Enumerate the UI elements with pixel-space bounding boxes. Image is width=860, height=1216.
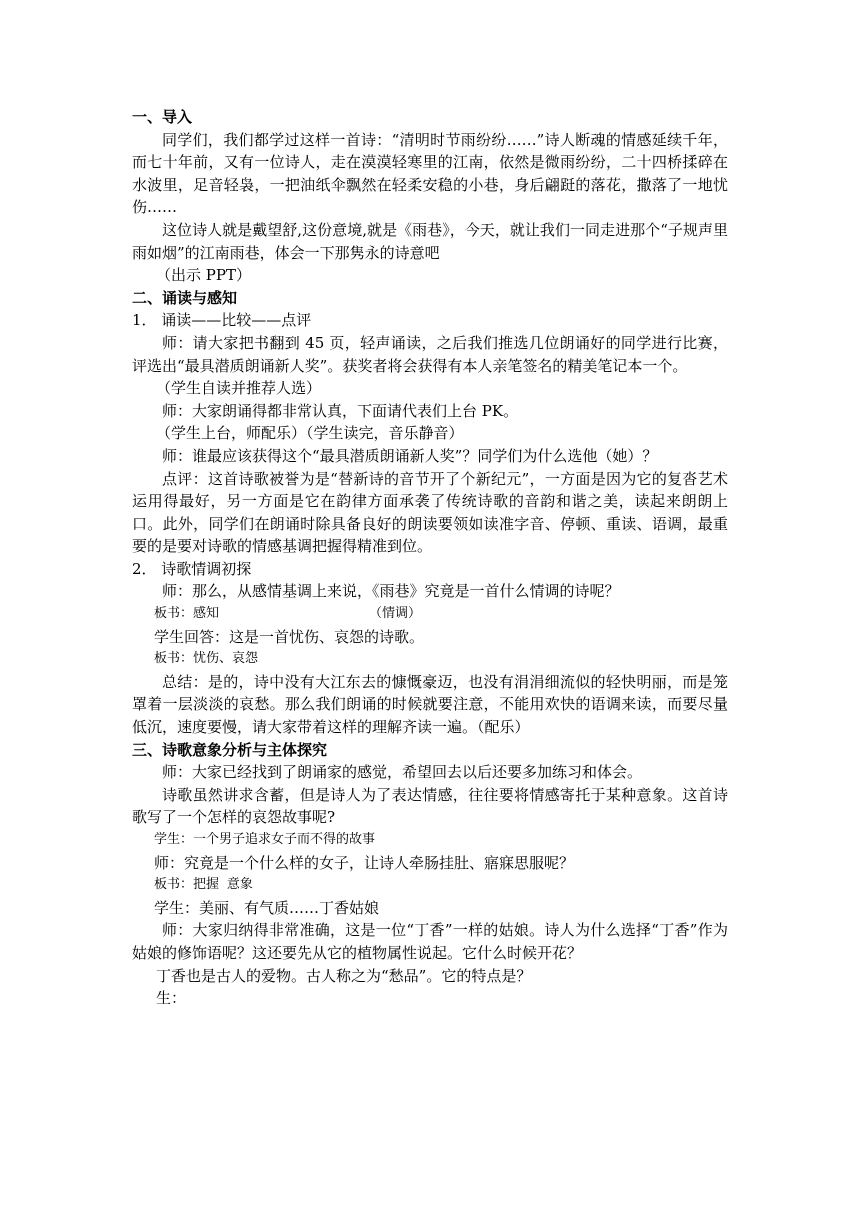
student-answer: 学生：一个男子追求女子而不得的故事 bbox=[154, 832, 376, 847]
paragraph: 师：大家已经找到了朗诵家的感觉，希望回去以后还要多加练习和体会。 bbox=[162, 763, 643, 782]
paragraph: 师：那么，从感情基调上来说，《雨巷》究竟是一首什么情调的诗呢？ bbox=[162, 582, 620, 601]
paragraph: 师：究竟是一个什么样的女子，让诗人牵肠挂肚、寤寐思服呢？ bbox=[154, 853, 575, 872]
paragraph: 师：大家朗诵得都非常认真，下面请代表们上台 PK。 bbox=[162, 401, 519, 420]
paragraph: （学生上台，师配乐）（学生读完，音乐静音） bbox=[156, 424, 464, 443]
paragraph: （出示 PPT） bbox=[156, 266, 251, 285]
subheading: 1． 诵读——比较——点评 bbox=[132, 311, 312, 330]
blackboard-note: 板书：忧伤、哀怨 bbox=[154, 651, 259, 667]
blackboard-note: 板书：把握 意象 bbox=[154, 877, 253, 893]
paragraph: 同学们，我们都学过这样一首诗：“清明时节雨纷纷……”诗人断魂的情感延续千年，而七十年前，又有一位诗人，走在漠漠轻寒里的江南，依然是微雨纷纷，二十四桥揉碎在水波里，足音轻袅，一把油纸伞飘然在轻柔安稳的小巷，身后翩跹的落花，撒落了一地忧伤…… bbox=[132, 130, 728, 217]
paragraph: 师：请大家把书翻到 45 页，轻声诵读，之后我们推选几位朗诵好的同学进行比赛，评选出“最具潜质朗诵新人奖”。获奖者将会获得有本人亲笔签名的精美笔记本一个。 bbox=[132, 333, 728, 375]
paragraph: 这位诗人就是戴望舒,这份意境,就是《雨巷》，今天，就让我们一同走进那个“子规声里雨如烟”的江南雨巷，体会一下那隽永的诗意吧 bbox=[132, 220, 728, 262]
paragraph: 总结：是的，诗中没有大江东去的慷慨豪迈，也没有涓涓细流似的轻快明丽，而是笼罩着一层淡淡的哀愁。那么我们朗诵的时候就要注意，不能用欢快的语调来读，而要尽量低沉，速度要慢，请大家带着这样的理解齐读一遍。（配乐） bbox=[132, 672, 728, 737]
document-page bbox=[132, 106, 728, 1010]
section-heading-imagery: 三、诗歌意象分析与主体探究 bbox=[132, 740, 328, 759]
blackboard-note bbox=[132, 603, 728, 626]
blackboard-note-emotion: （情调） bbox=[369, 606, 422, 622]
paragraph: 诗歌虽然讲求含蓄，但是诗人为了表达情感，往往要将情感寄托于某种意象。这首诗歌写了一个怎样的哀怨故事呢? bbox=[132, 785, 728, 827]
paragraph: 学生回答：这是一首忧伤、哀怨的诗歌。 bbox=[154, 627, 425, 646]
paragraph: （学生自读并推荐人选） bbox=[156, 379, 322, 398]
paragraph: 丁香也是古人的爱物。古人称之为“愁品”。它的特点是？ bbox=[156, 966, 532, 985]
paragraph: 学生：美丽、有气质……丁香姑娘 bbox=[154, 898, 380, 917]
section-heading-reading: 二、诵读与感知 bbox=[132, 288, 238, 307]
paragraph: 师：谁最应该获得这个“最具潜质朗诵新人奖”？同学们为什么选他（她）？ bbox=[162, 446, 658, 465]
blackboard-note-label: 板书：感知 bbox=[154, 606, 220, 622]
paragraph: 师：大家归纳得非常准确，这是一位“丁香”一样的姑娘。诗人为什么选择“丁香”作为姑娘的修饰语呢？这还要先从它的植物属性说起。它什么时候开花？ bbox=[132, 921, 728, 962]
paragraph: 生： bbox=[156, 989, 187, 1008]
subheading: 2． 诗歌情调初探 bbox=[132, 559, 252, 578]
paragraph: 点评：这首诗歌被誉为是“替新诗的音节开了个新纪元”，一方面是因为它的复沓艺术运用得最好，另一方面是它在韵律方面承袭了传统诗歌的音韵和谐之美，读起来朗朗上口。此外，同学们在朗诵时除具备良好的朗读要领如读准字音、停顿、重读、语调，最重要的是要对诗歌的情感基调把握得精准到位。 bbox=[132, 469, 728, 556]
section-heading-intro: 一、导入 bbox=[132, 108, 193, 126]
